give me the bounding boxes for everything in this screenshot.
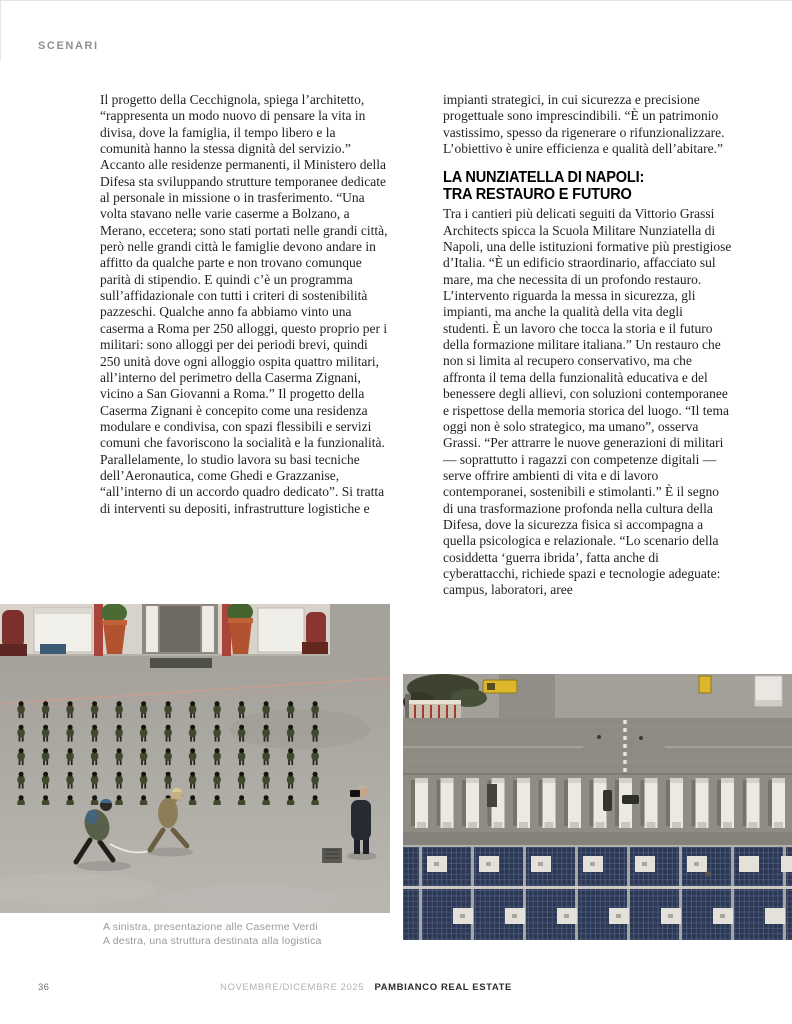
road <box>403 718 792 776</box>
article-paragraph: Tra i cantieri più delicati seguiti da Vittorio Grassi Architects spicca la Scuola Militare Nunziatella di Napoli, una delle istituzioni formative più prestigiose d’Italia. “È un edificio straordinario, affacciato sul mare, ma che necessita di un profondo restauro. L’intervento riguarda la messa in sicurezza, gli impianti, ma anche la qualità della vita degli studenti. È un lavoro che tocca la storia e il futuro della formazione militare italiana.” Un restauro che non si limita al recupero conservativo, ma che affronta il tema della funzionalità educativa e del benessere degli allievi, con soluzioni contemporanee e rispettose della memoria storica del luogo. “Il tema oggi non è solo strategico, ma umano”, osserva Grassi. “Per attrarre le nuove generazioni di militari — soprattutto i ragazzi con competenze digitali — serve offrire ambienti di vita e di lavoro contemporanei, sostenibili e stimolanti.” È il segno di una trasformazione profonda nella cultura della Difesa, dove la sicurezza fisica si accompagna a quella psicologica e relazionale. “Lo scenario della cosiddetta ‘guerra ibrida’, fatta anche di cyberattacchi, richiede spazi e tecnologie adeguate: campus, laboratori, aree <box>443 206 732 598</box>
section-heading <box>443 170 715 203</box>
photo-soldiers-formation <box>0 604 390 913</box>
page-edge <box>0 0 1 60</box>
section-heading-line1: LA NUNZIATELLA DI NAPOLI: <box>443 169 645 187</box>
page-edge <box>0 0 792 1</box>
footer-brand: PAMBIANCO REAL ESTATE <box>374 982 512 993</box>
article-paragraph: Il progetto della Cecchignola, spiega l’architetto, “rappresenta un modo nuovo di pensare la vita in divisa, dove la famiglia, il tempo libero e la comunità hanno la stessa dignità del servizio.” Accanto alle residenze permanenti, il Ministero della Difesa sta sviluppando strutture temporanee dedicate al personale in missione o in trasferimento. “Una volta stavano nelle varie caserme a Bolzano, a Merano, eccetera; sono stati portati nelle grandi città, però nelle grandi città le famiglie devono andare in affitto da qualche parte e non trovano comunque parità di stipendio. E quindi c’è un programma sull’affidazionale con tutti i criteri di sostenibilità pazzeschi. Qualche anno fa abbiamo vinto una caserma a Roma per 250 alloggi, questo proprio per i militari: sono alloggi per dei periodi brevi, quindi 250 unità dove ogni alloggio ospita quattro militari, all’interno del perimetro della Caserma Zignani, vicino a San Giovanni a Roma.” Il progetto della Caserma Zignani è concepito come una residenza modulare e condivisa, con spazi flessibili e servizi comuni che favoriscono la socialità e la funzionalità. Parallelamente, lo studio lavora su basi tecniche dell’Aeronautica, come Ghedi e Grazzanise, “all’interno di un accordo quadro dedicato”. Si tratta di interventi su depositi, infrastrutture logistiche e <box>100 92 388 516</box>
solar-panels <box>403 845 792 940</box>
soldier-formation <box>14 699 332 805</box>
photo-caption-line1: A sinistra, presentazione alle Caserme Verdi <box>103 921 318 933</box>
page-number: 36 <box>38 982 50 993</box>
photo-logistics-facility <box>403 674 792 940</box>
article-column-1 <box>100 92 389 517</box>
footer <box>0 982 732 993</box>
footer-issue-date: NOVEMBRE/DICEMBRE 2025 <box>220 982 365 993</box>
truck-row <box>403 775 792 845</box>
photo-caption-line2: A destra, una struttura destinata alla logistica <box>103 935 322 947</box>
photo-caption <box>103 920 322 948</box>
section-heading-line2: TRA RESTAURO E FUTURO <box>443 185 632 203</box>
section-kicker: SCENARI <box>38 40 99 52</box>
article-column-2 <box>443 92 732 599</box>
article-paragraph: impianti strategici, in cui sicurezza e precisione progettuale sono imprescindibili. “È un patrimonio vastissimo, spesso da rigenerare o rifunzionalizzare. L’obiettivo è unire efficienza e qualità dell’abitare.” <box>443 92 725 157</box>
apron-area <box>403 674 792 718</box>
